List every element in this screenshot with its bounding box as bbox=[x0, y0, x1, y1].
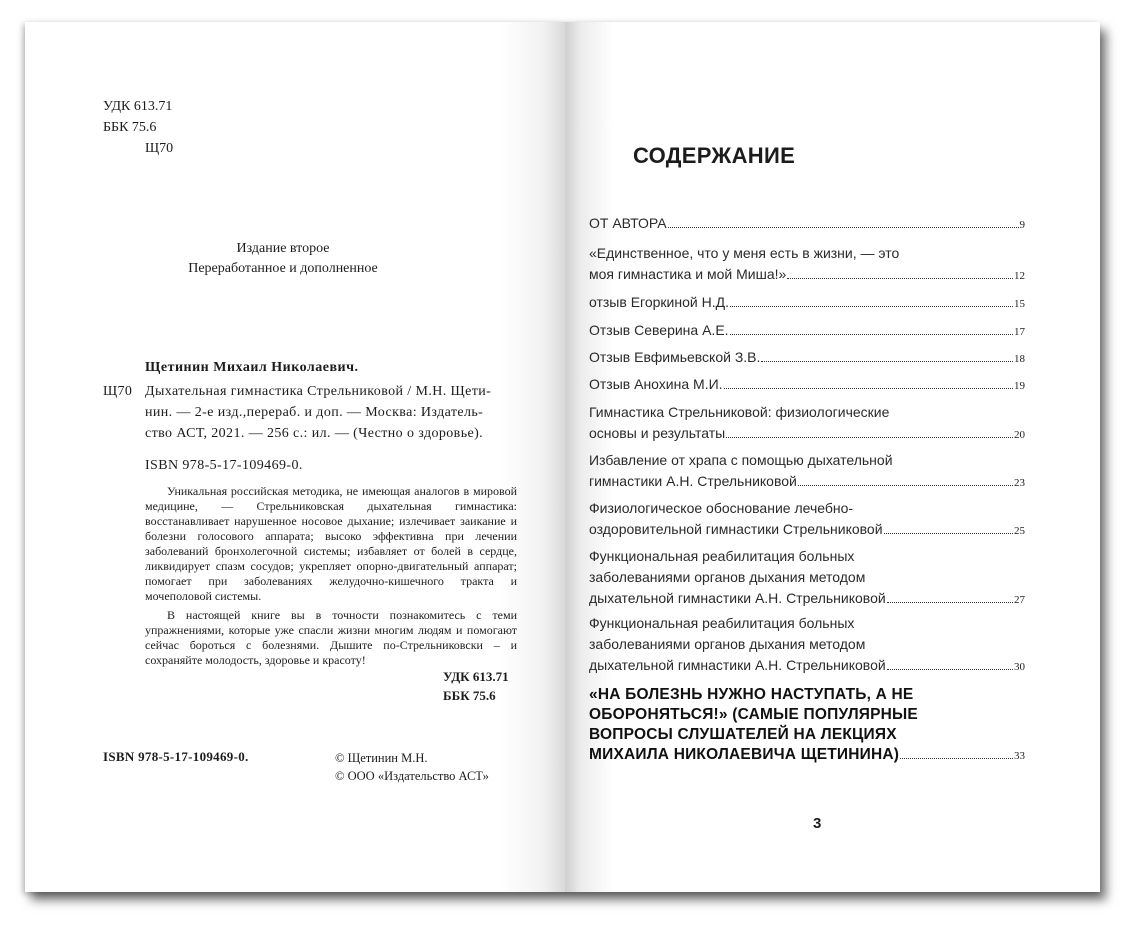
toc-page-number: 25 bbox=[1014, 525, 1025, 537]
toc-leader bbox=[887, 668, 1013, 670]
toc-leader bbox=[726, 436, 1013, 438]
bib-line-3: ство АСТ, 2021. — 256 с.: ил. — (Честно о здоровье). bbox=[145, 426, 484, 441]
toc-item[interactable] bbox=[589, 450, 1025, 492]
annotation-bbk: ББК 75.6 bbox=[443, 688, 496, 703]
page-number: 3 bbox=[813, 815, 822, 832]
toc-leader bbox=[730, 305, 1013, 307]
toc-leader bbox=[884, 532, 1013, 534]
copyright-author: © Щетинин М.Н. bbox=[335, 751, 428, 765]
toc-item-text: Отзыв Евфимьевской З.В. bbox=[589, 349, 761, 365]
toc-item[interactable] bbox=[589, 498, 1025, 540]
toc-page-number: 17 bbox=[1014, 326, 1025, 338]
toc-item-text: отзыв Егоркиной Н.Д. bbox=[589, 294, 729, 310]
author-sign: Щ70 bbox=[145, 141, 174, 156]
bottom-isbn: ISBN 978-5-17-109469-0. bbox=[103, 749, 249, 764]
toc-item[interactable] bbox=[589, 613, 1025, 676]
toc-item[interactable] bbox=[589, 546, 1025, 609]
annotation bbox=[145, 484, 517, 668]
toc-leader bbox=[798, 484, 1013, 486]
toc-leader bbox=[761, 360, 1013, 362]
toc-item-line: Функциональная реабилитация больных bbox=[589, 615, 855, 631]
toc-page-number: 12 bbox=[1014, 270, 1025, 282]
toc-item-text: дыхательной гимнастики А.Н. Стрельниковой bbox=[589, 657, 886, 673]
toc-item-line: ОБОРОНЯТЬСЯ!» (САМЫЕ ПОПУЛЯРНЫЕ bbox=[589, 706, 918, 723]
toc-title: СОДЕРЖАНИЕ bbox=[633, 143, 796, 168]
toc-page-number: 23 bbox=[1014, 477, 1025, 489]
toc-page-number: 15 bbox=[1014, 298, 1025, 310]
toc-leader bbox=[730, 333, 1013, 335]
udk-code: УДК 613.71 bbox=[103, 99, 173, 114]
toc-page-number: 20 bbox=[1014, 429, 1025, 441]
isbn: ISBN 978-5-17-109469-0. bbox=[145, 458, 303, 473]
toc-item[interactable] bbox=[589, 213, 1025, 234]
toc-leader bbox=[724, 387, 1013, 389]
toc-item-line: ВОПРОСЫ СЛУШАТЕЛЕЙ НА ЛЕКЦИЯХ bbox=[589, 726, 897, 743]
bbk-code: ББК 75.6 bbox=[103, 120, 157, 135]
toc-leader bbox=[787, 277, 1013, 279]
bib-line-2: нин. — 2-е изд.,перераб. и доп. — Москва: Издатель- bbox=[145, 405, 484, 420]
toc-leader bbox=[668, 226, 1019, 228]
bib-line-1: Дыхательная гимнастика Стрельниковой / М.Н. Щети- bbox=[145, 384, 492, 399]
toc-item[interactable] bbox=[589, 685, 1025, 765]
toc-leader bbox=[900, 757, 1013, 759]
copyright-publisher: © ООО «Издательство АСТ» bbox=[335, 769, 489, 783]
author-name: Щетинин Михаил Николаевич. bbox=[145, 360, 359, 375]
toc-item-line: Избавление от храпа с помощью дыхательной bbox=[589, 452, 893, 468]
toc-item[interactable] bbox=[589, 347, 1025, 368]
annotation-paragraph-1: Уникальная российская методика, не имеющая аналогов в мировой медицине, — Стрельниковская дыхательная гимнастика: восстанавливает нарушенное носовое дыхание; излечивает заикание и болезни голосового аппарата; высоко эффективна при лечении заболеваний бронхолегочной системы; избавляет от болей в сердце, ликвидирует спазм сосудов; укрепляет опорно-двигательный аппарат; помогает при заболеваниях желудочно-кишечного тракта и мочеполовой системы. bbox=[145, 484, 517, 603]
toc-item[interactable] bbox=[589, 292, 1025, 313]
toc-item-text: дыхательной гимнастики А.Н. Стрельниковой bbox=[589, 590, 886, 606]
toc-item[interactable] bbox=[589, 243, 1025, 285]
toc-item-line: Функциональная реабилитация больных bbox=[589, 548, 855, 564]
toc-item[interactable] bbox=[589, 402, 1025, 444]
toc-item[interactable] bbox=[589, 320, 1025, 341]
toc-page-number: 30 bbox=[1014, 661, 1025, 673]
edition-line-2: Переработанное и дополненное bbox=[188, 261, 378, 276]
toc-page-number: 18 bbox=[1014, 353, 1025, 365]
toc-item-line: заболеваниями органов дыхания методом bbox=[589, 569, 866, 585]
toc-item-line: Гимнастика Стрельниковой: физиологические bbox=[589, 404, 890, 420]
toc-item-text: Отзыв Анохина М.И. bbox=[589, 376, 723, 392]
toc-page-number: 33 bbox=[1014, 750, 1025, 762]
bib-sign: Щ70 bbox=[103, 384, 133, 399]
toc-item-line: заболеваниями органов дыхания методом bbox=[589, 636, 866, 652]
toc-item-text: основы и результаты bbox=[589, 425, 726, 441]
toc-item-line: «Единственное, что у меня есть в жизни, — это bbox=[589, 245, 900, 261]
toc-item-text: гимнастики А.Н. Стрельниковой bbox=[589, 473, 797, 489]
toc-item-text: МИХАИЛА НИКОЛАЕВИЧА ЩЕТИНИНА) bbox=[589, 746, 900, 763]
toc-item[interactable] bbox=[589, 374, 1025, 395]
toc-page-number: 9 bbox=[1019, 219, 1025, 231]
toc-item-text: Отзыв Северина А.Е. bbox=[589, 322, 729, 338]
edition-line-1: Издание второе bbox=[236, 241, 330, 256]
toc-leader bbox=[887, 601, 1013, 603]
toc-item-text: оздоровительной гимнастики Стрельниковой bbox=[589, 521, 883, 537]
toc-page-number: 19 bbox=[1014, 380, 1025, 392]
toc-page-number: 27 bbox=[1014, 594, 1025, 606]
toc-item-line: Физиологическое обоснование лечебно- bbox=[589, 500, 854, 516]
toc-item-line: «НА БОЛЕЗНЬ НУЖНО НАСТУПАТЬ, А НЕ bbox=[589, 686, 914, 703]
annotation-udk: УДК 613.71 bbox=[443, 669, 509, 684]
annotation-paragraph-2: В настоящей книге вы в точности познакомитесь с теми упражнениями, которые уже спасли жизни многим людям и помогают сейчас бороться с болезнями. Дышите по-Стрельниковски – и сохраняйте молодость, здоровье и красоту! bbox=[145, 608, 517, 667]
toc-item-text: ОТ АВТОРА bbox=[589, 215, 667, 231]
toc-item-text: моя гимнастика и мой Миша!» bbox=[589, 266, 787, 282]
